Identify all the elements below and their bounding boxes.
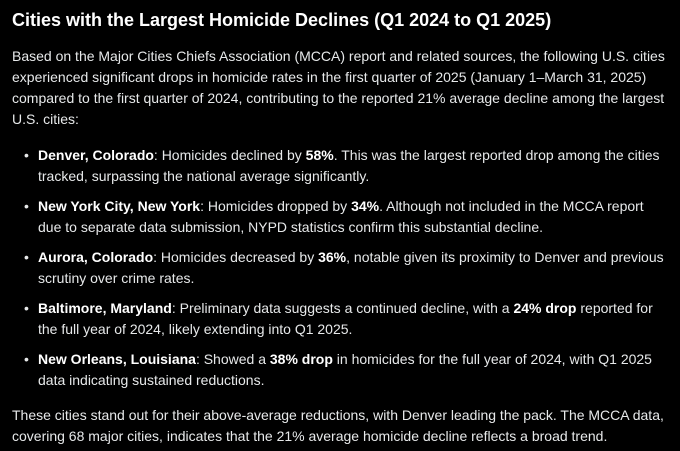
city-name: Baltimore, Maryland xyxy=(38,300,172,316)
bullet-icon: • xyxy=(24,147,29,163)
city-name: New Orleans, Louisiana xyxy=(38,351,196,367)
item-text: : Showed a xyxy=(195,351,270,367)
stat-value: 58% xyxy=(305,147,334,163)
stat-value: 34% xyxy=(351,198,380,214)
item-text: , notable given its proximity to Denver and previous scrutiny over crime rates. xyxy=(38,249,664,286)
list-item xyxy=(24,349,670,391)
list-item xyxy=(24,196,670,238)
item-text: : Homicides dropped by xyxy=(200,198,352,214)
outro-paragraph: These cities stand out for their above-average reductions, with Denver leading the pack. The MCCA data, covering 68 major cities, indicates that the 21% average homicide decline reflects a broad trend. xyxy=(12,407,664,444)
bullet-icon: • xyxy=(24,300,29,316)
bullet-icon: • xyxy=(24,198,29,214)
bullet-icon: • xyxy=(24,351,29,367)
city-name: New York City, New York xyxy=(38,198,201,214)
bullet-icon: • xyxy=(24,249,29,265)
list-item xyxy=(24,298,670,340)
item-text: : Preliminary data suggests a continued decline, with a xyxy=(171,300,514,316)
list-item xyxy=(24,145,670,187)
stat-value: 36% xyxy=(318,249,347,265)
item-text: . This was the largest reported drop among the cities tracked, surpassing the national average significantly. xyxy=(38,147,660,184)
list-item xyxy=(24,247,670,289)
item-text: . Although not included in the MCCA report due to separate data submission, NYPD statistics confirm this substantial decline. xyxy=(38,198,644,235)
city-name: Denver, Colorado xyxy=(38,147,154,163)
item-text: reported for the full year of 2024, likely extending into Q1 2025. xyxy=(38,300,653,337)
item-text: : Homicides decreased by xyxy=(153,249,319,265)
item-text: in homicides for the full year of 2024, with Q1 2025 data indicating sustained reductions. xyxy=(38,351,652,388)
city-list xyxy=(12,145,670,391)
message-content xyxy=(12,8,670,447)
intro-paragraph: Based on the Major Cities Chiefs Association (MCCA) report and related sources, the following U.S. cities experienced significant drops in homicide rates in the first quarter of 2025 (January 1–March 31, 2025) compared to the first quarter of 2024, contributing to the reported 21% average decline among the largest U.S. cities: xyxy=(12,48,665,127)
item-text: : Homicides declined by xyxy=(153,147,306,163)
section-title: Cities with the Largest Homicide Declines (Q1 2024 to Q1 2025) xyxy=(12,10,552,30)
stat-value: 24% drop xyxy=(513,300,577,316)
stat-value: 38% drop xyxy=(269,351,333,367)
city-name: Aurora, Colorado xyxy=(38,249,154,265)
